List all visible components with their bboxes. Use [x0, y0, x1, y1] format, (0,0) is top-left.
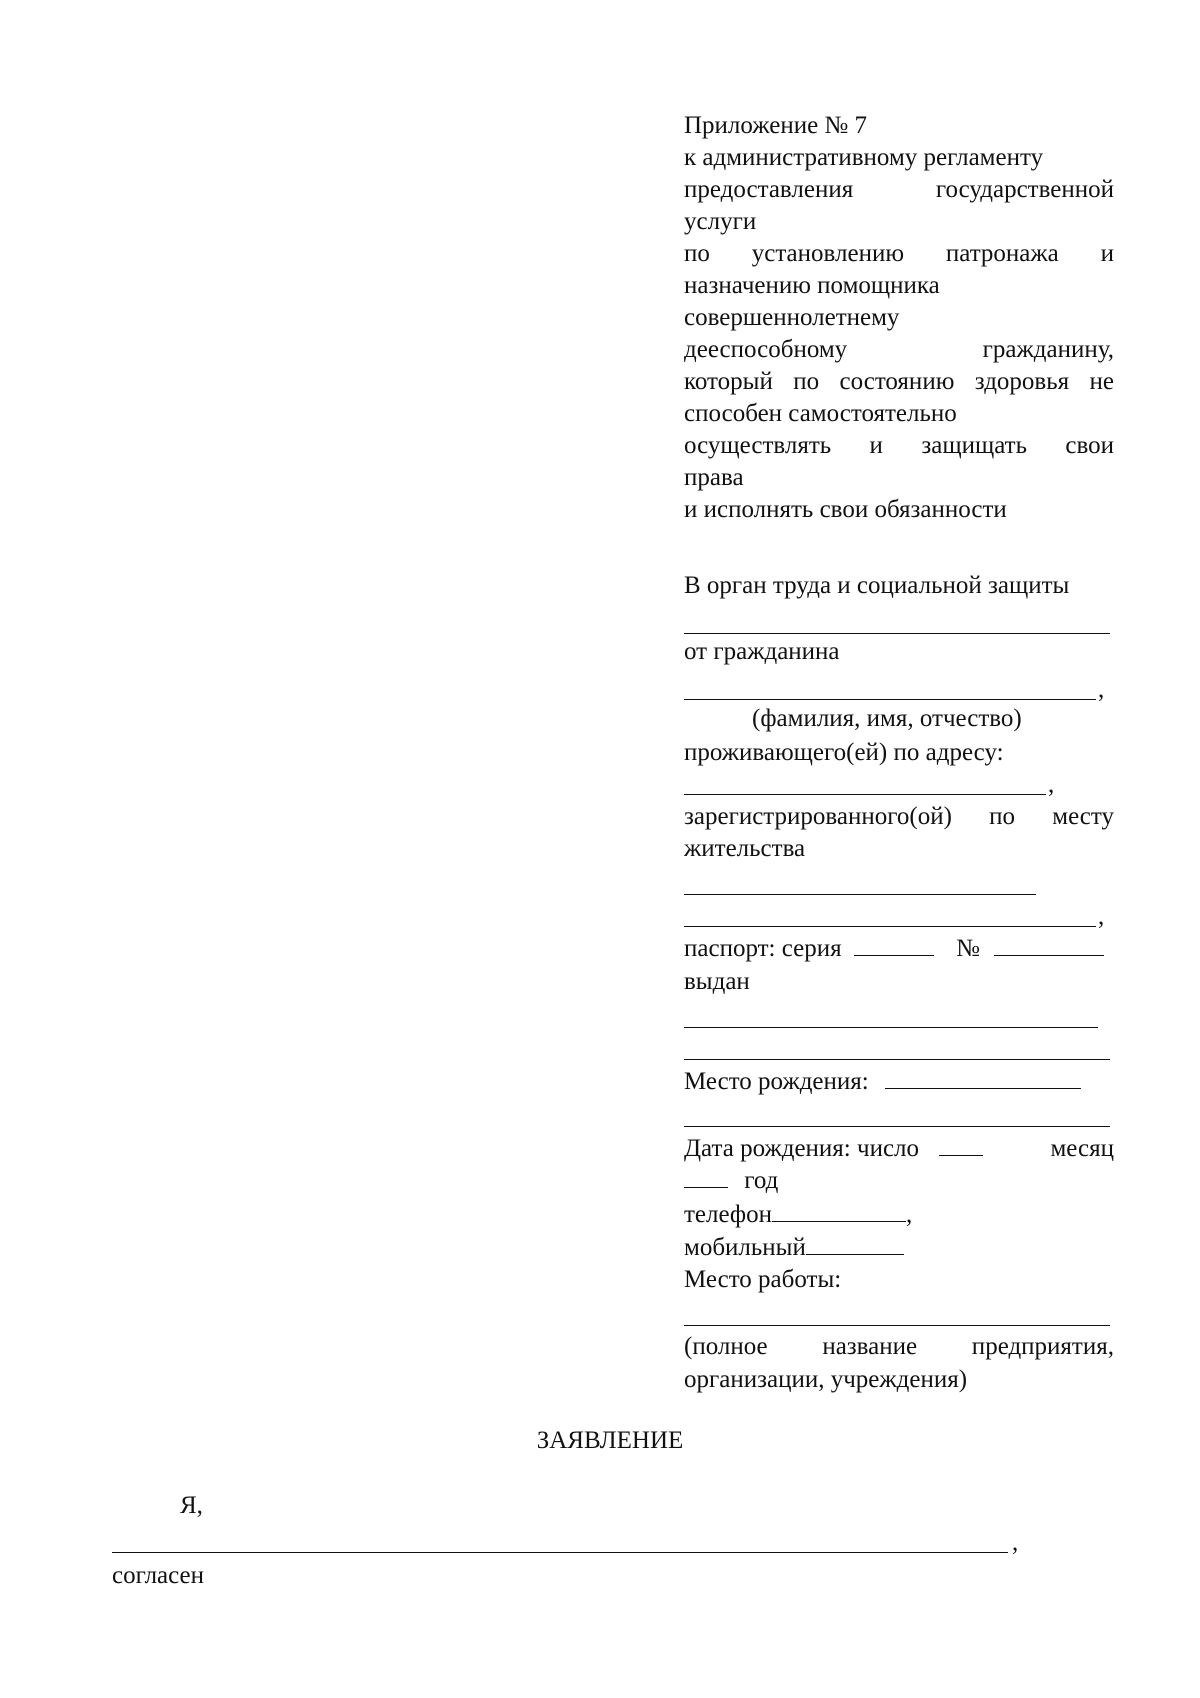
comma: , — [905, 1201, 913, 1228]
address-label: проживающего(ей) по адресу: — [684, 739, 1004, 766]
birthplace-label: Место рождения: — [684, 1068, 869, 1095]
issued-by-field-2[interactable] — [684, 1059, 1110, 1060]
passport-series-label: паспорт: серия — [684, 935, 842, 962]
name-caption: (фамилия, имя, отчество) — [752, 705, 1022, 732]
header-line: назначению помощника — [684, 272, 940, 299]
consent-text: согласен — [112, 1562, 205, 1589]
mobile-label: мобильный — [684, 1234, 806, 1261]
workplace-caption: (полное название предприятия, — [684, 1333, 1114, 1360]
comma: , — [1098, 676, 1105, 703]
birthplace-field-2[interactable] — [684, 1126, 1110, 1127]
header-line: дееспособному гражданину, — [684, 336, 1114, 363]
authority-name-field[interactable] — [684, 633, 1110, 634]
header-line: права — [684, 464, 744, 491]
header-line: и исполнять свои обязанности — [684, 496, 1007, 523]
passport-series-field[interactable] — [854, 933, 934, 956]
registered-label: зарегистрированного(ой) по месту — [684, 803, 1114, 830]
from-label: от гражданина — [684, 638, 840, 665]
appendix-title: Приложение № 7 — [684, 112, 868, 139]
registered-address-field-1[interactable] — [684, 894, 1036, 895]
registered-address-field-2[interactable] — [684, 926, 1096, 927]
header-line: который по состоянию здоровья не — [684, 368, 1114, 395]
header-line: услуги — [684, 208, 757, 235]
issued-label: выдан — [684, 968, 750, 995]
birthdate-row — [684, 1133, 1114, 1165]
passport-number-field[interactable] — [994, 933, 1104, 956]
comma: , — [1098, 903, 1105, 930]
registered-label-2: жительства — [684, 835, 806, 862]
mobile-field[interactable] — [806, 1232, 904, 1255]
residence-address-field[interactable] — [684, 794, 1046, 795]
workplace-label: Место работы: — [684, 1266, 842, 1293]
phone-label: телефон — [684, 1201, 772, 1228]
header-line: совершеннолетнему — [684, 304, 900, 331]
statement-title: ЗАЯВЛЕНИЕ — [536, 1427, 684, 1454]
birthplace-field[interactable] — [885, 1066, 1081, 1089]
year-label: год — [744, 1167, 779, 1194]
header-line: предоставления государственной — [684, 176, 1114, 203]
issued-by-field-1[interactable] — [684, 1027, 1098, 1028]
statement-intro: Я, — [180, 1492, 203, 1519]
birth-month-field[interactable] — [684, 1165, 728, 1188]
passport-number-sign: № — [956, 935, 980, 962]
citizen-name-field[interactable] — [684, 699, 1096, 700]
applicant-name-field[interactable] — [112, 1552, 1008, 1553]
addressee-line: В орган труда и социальной защиты — [684, 572, 1070, 599]
phone-row — [684, 1199, 912, 1231]
comma: , — [1012, 1529, 1019, 1556]
mobile-row — [684, 1232, 904, 1264]
birthdate-label: Дата рождения: число — [684, 1135, 920, 1162]
header-line: осуществлять и защищать свои — [684, 432, 1114, 459]
phone-field[interactable] — [772, 1199, 906, 1222]
header-line: по установлению патронажа и — [684, 240, 1114, 267]
passport-row — [684, 933, 1104, 965]
workplace-field[interactable] — [684, 1325, 1110, 1326]
comma: , — [1048, 771, 1055, 798]
header-line: способен самостоятельно — [684, 400, 957, 427]
year-row — [684, 1165, 778, 1197]
birthplace-row — [684, 1066, 1081, 1098]
header-line: к административному регламенту — [684, 144, 1044, 171]
appendix-header — [684, 110, 1114, 526]
month-label: месяц — [1050, 1135, 1114, 1162]
workplace-caption-2: организации, учреждения) — [684, 1366, 968, 1393]
birth-day-field[interactable] — [939, 1133, 983, 1156]
